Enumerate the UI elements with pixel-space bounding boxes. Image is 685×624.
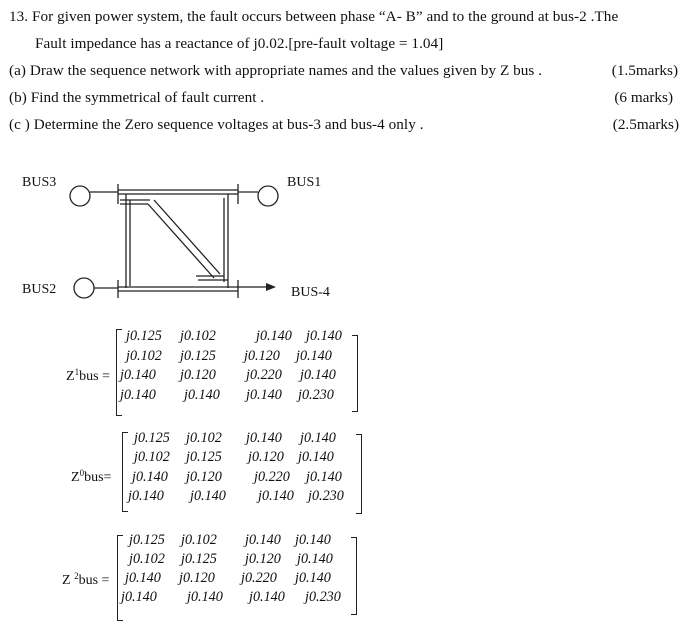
matrix-cell: j0.140 bbox=[297, 551, 333, 567]
z2bus-left-bracket bbox=[117, 535, 123, 621]
part-a-text: (a) Draw the sequence network with appropriate names and the values given by Z bus . bbox=[9, 62, 543, 79]
z0bus-label: $Z^0bus=$ bbox=[71, 468, 112, 485]
bus1-label: BUS1 bbox=[287, 175, 322, 190]
z2bus-label: Z $^2$bus = bbox=[62, 571, 110, 588]
matrix-cell: j0.220 bbox=[254, 469, 290, 485]
matrix-cell: j0.120 bbox=[248, 449, 284, 465]
matrix-cell: j0.140 bbox=[295, 532, 331, 548]
part-b-text: (b) Find the symmetrical of fault current . bbox=[9, 89, 265, 106]
matrix-cell: j0.125 bbox=[186, 449, 222, 465]
matrix-cell: j0.120 bbox=[179, 570, 215, 586]
matrix-cell: j0.140 bbox=[296, 348, 332, 364]
matrix-cell: j0.230 bbox=[308, 488, 344, 504]
question-line-1: 13. For given power system, the fault occurs between phase “A- B” and to the ground at bus-2 .The bbox=[9, 8, 619, 25]
bus2-label: BUS2 bbox=[22, 282, 57, 297]
matrix-cell: j0.140 bbox=[295, 570, 331, 586]
matrix-cell: j0.140 bbox=[187, 589, 223, 605]
bus4-label: BUS-4 bbox=[291, 285, 330, 300]
matrix-cell: j0.125 bbox=[126, 328, 162, 344]
matrix-cell: j0.140 bbox=[258, 488, 294, 504]
matrix-cell: j0.220 bbox=[246, 367, 282, 383]
matrix-cell: j0.140 bbox=[120, 387, 156, 403]
question-line-2: Fault impedance has a reactance of j0.02.[pre-fault voltage = 1.04] bbox=[35, 35, 444, 52]
z2bus-right-bracket bbox=[351, 537, 357, 615]
matrix-cell: j0.140 bbox=[245, 532, 281, 548]
bus4-arrow-icon bbox=[266, 283, 276, 291]
matrix-cell: j0.102 bbox=[129, 551, 165, 567]
matrix-cell: j0.140 bbox=[300, 430, 336, 446]
z0bus-right-bracket bbox=[356, 434, 362, 514]
part-a-marks: (1.5marks) bbox=[611, 62, 678, 79]
matrix-cell: j0.125 bbox=[180, 348, 216, 364]
bus1-generator-icon bbox=[258, 186, 278, 206]
matrix-cell: j0.140 bbox=[184, 387, 220, 403]
matrix-cell: j0.140 bbox=[121, 589, 157, 605]
matrix-cell: j0.140 bbox=[298, 449, 334, 465]
matrix-cell: j0.120 bbox=[186, 469, 222, 485]
matrix-cell: j0.140 bbox=[256, 328, 292, 344]
z1bus-label: $Z^1bus$ = bbox=[66, 367, 110, 384]
matrix-cell: j0.140 bbox=[249, 589, 285, 605]
bus3-label: BUS3 bbox=[22, 175, 57, 190]
matrix-cell: j0.140 bbox=[300, 367, 336, 383]
matrix-cell: j0.140 bbox=[120, 367, 156, 383]
matrix-cell: j0.125 bbox=[134, 430, 170, 446]
matrix-cell: j0.140 bbox=[306, 328, 342, 344]
part-c-marks: (2.5marks) bbox=[612, 116, 679, 133]
matrix-cell: j0.140 bbox=[132, 469, 168, 485]
matrix-cell: j0.140 bbox=[190, 488, 226, 504]
matrix-cell: j0.125 bbox=[129, 532, 165, 548]
matrix-cell: j0.230 bbox=[305, 589, 341, 605]
part-c-text: (c ) Determine the Zero sequence voltages at bus-3 and bus-4 only . bbox=[9, 116, 424, 133]
matrix-cell: j0.140 bbox=[246, 387, 282, 403]
matrix-cell: j0.140 bbox=[128, 488, 164, 504]
z1bus-right-bracket bbox=[352, 335, 358, 412]
matrix-cell: j0.102 bbox=[181, 532, 217, 548]
matrix-cell: j0.140 bbox=[125, 570, 161, 586]
bus2-generator-icon bbox=[74, 278, 94, 298]
matrix-cell: j0.102 bbox=[180, 328, 216, 344]
matrix-cell: j0.140 bbox=[246, 430, 282, 446]
matrix-cell: j0.120 bbox=[244, 348, 280, 364]
part-b-marks: (6 marks) bbox=[614, 89, 673, 106]
matrix-cell: j0.102 bbox=[186, 430, 222, 446]
matrix-cell: j0.230 bbox=[298, 387, 334, 403]
matrix-cell: j0.140 bbox=[306, 469, 342, 485]
matrix-cell: j0.125 bbox=[181, 551, 217, 567]
matrix-cell: j0.102 bbox=[126, 348, 162, 364]
matrix-cell: j0.120 bbox=[180, 367, 216, 383]
matrix-cell: j0.220 bbox=[241, 570, 277, 586]
matrix-cell: j0.120 bbox=[245, 551, 281, 567]
matrix-cell: j0.102 bbox=[134, 449, 170, 465]
bus3-generator-icon bbox=[70, 186, 90, 206]
